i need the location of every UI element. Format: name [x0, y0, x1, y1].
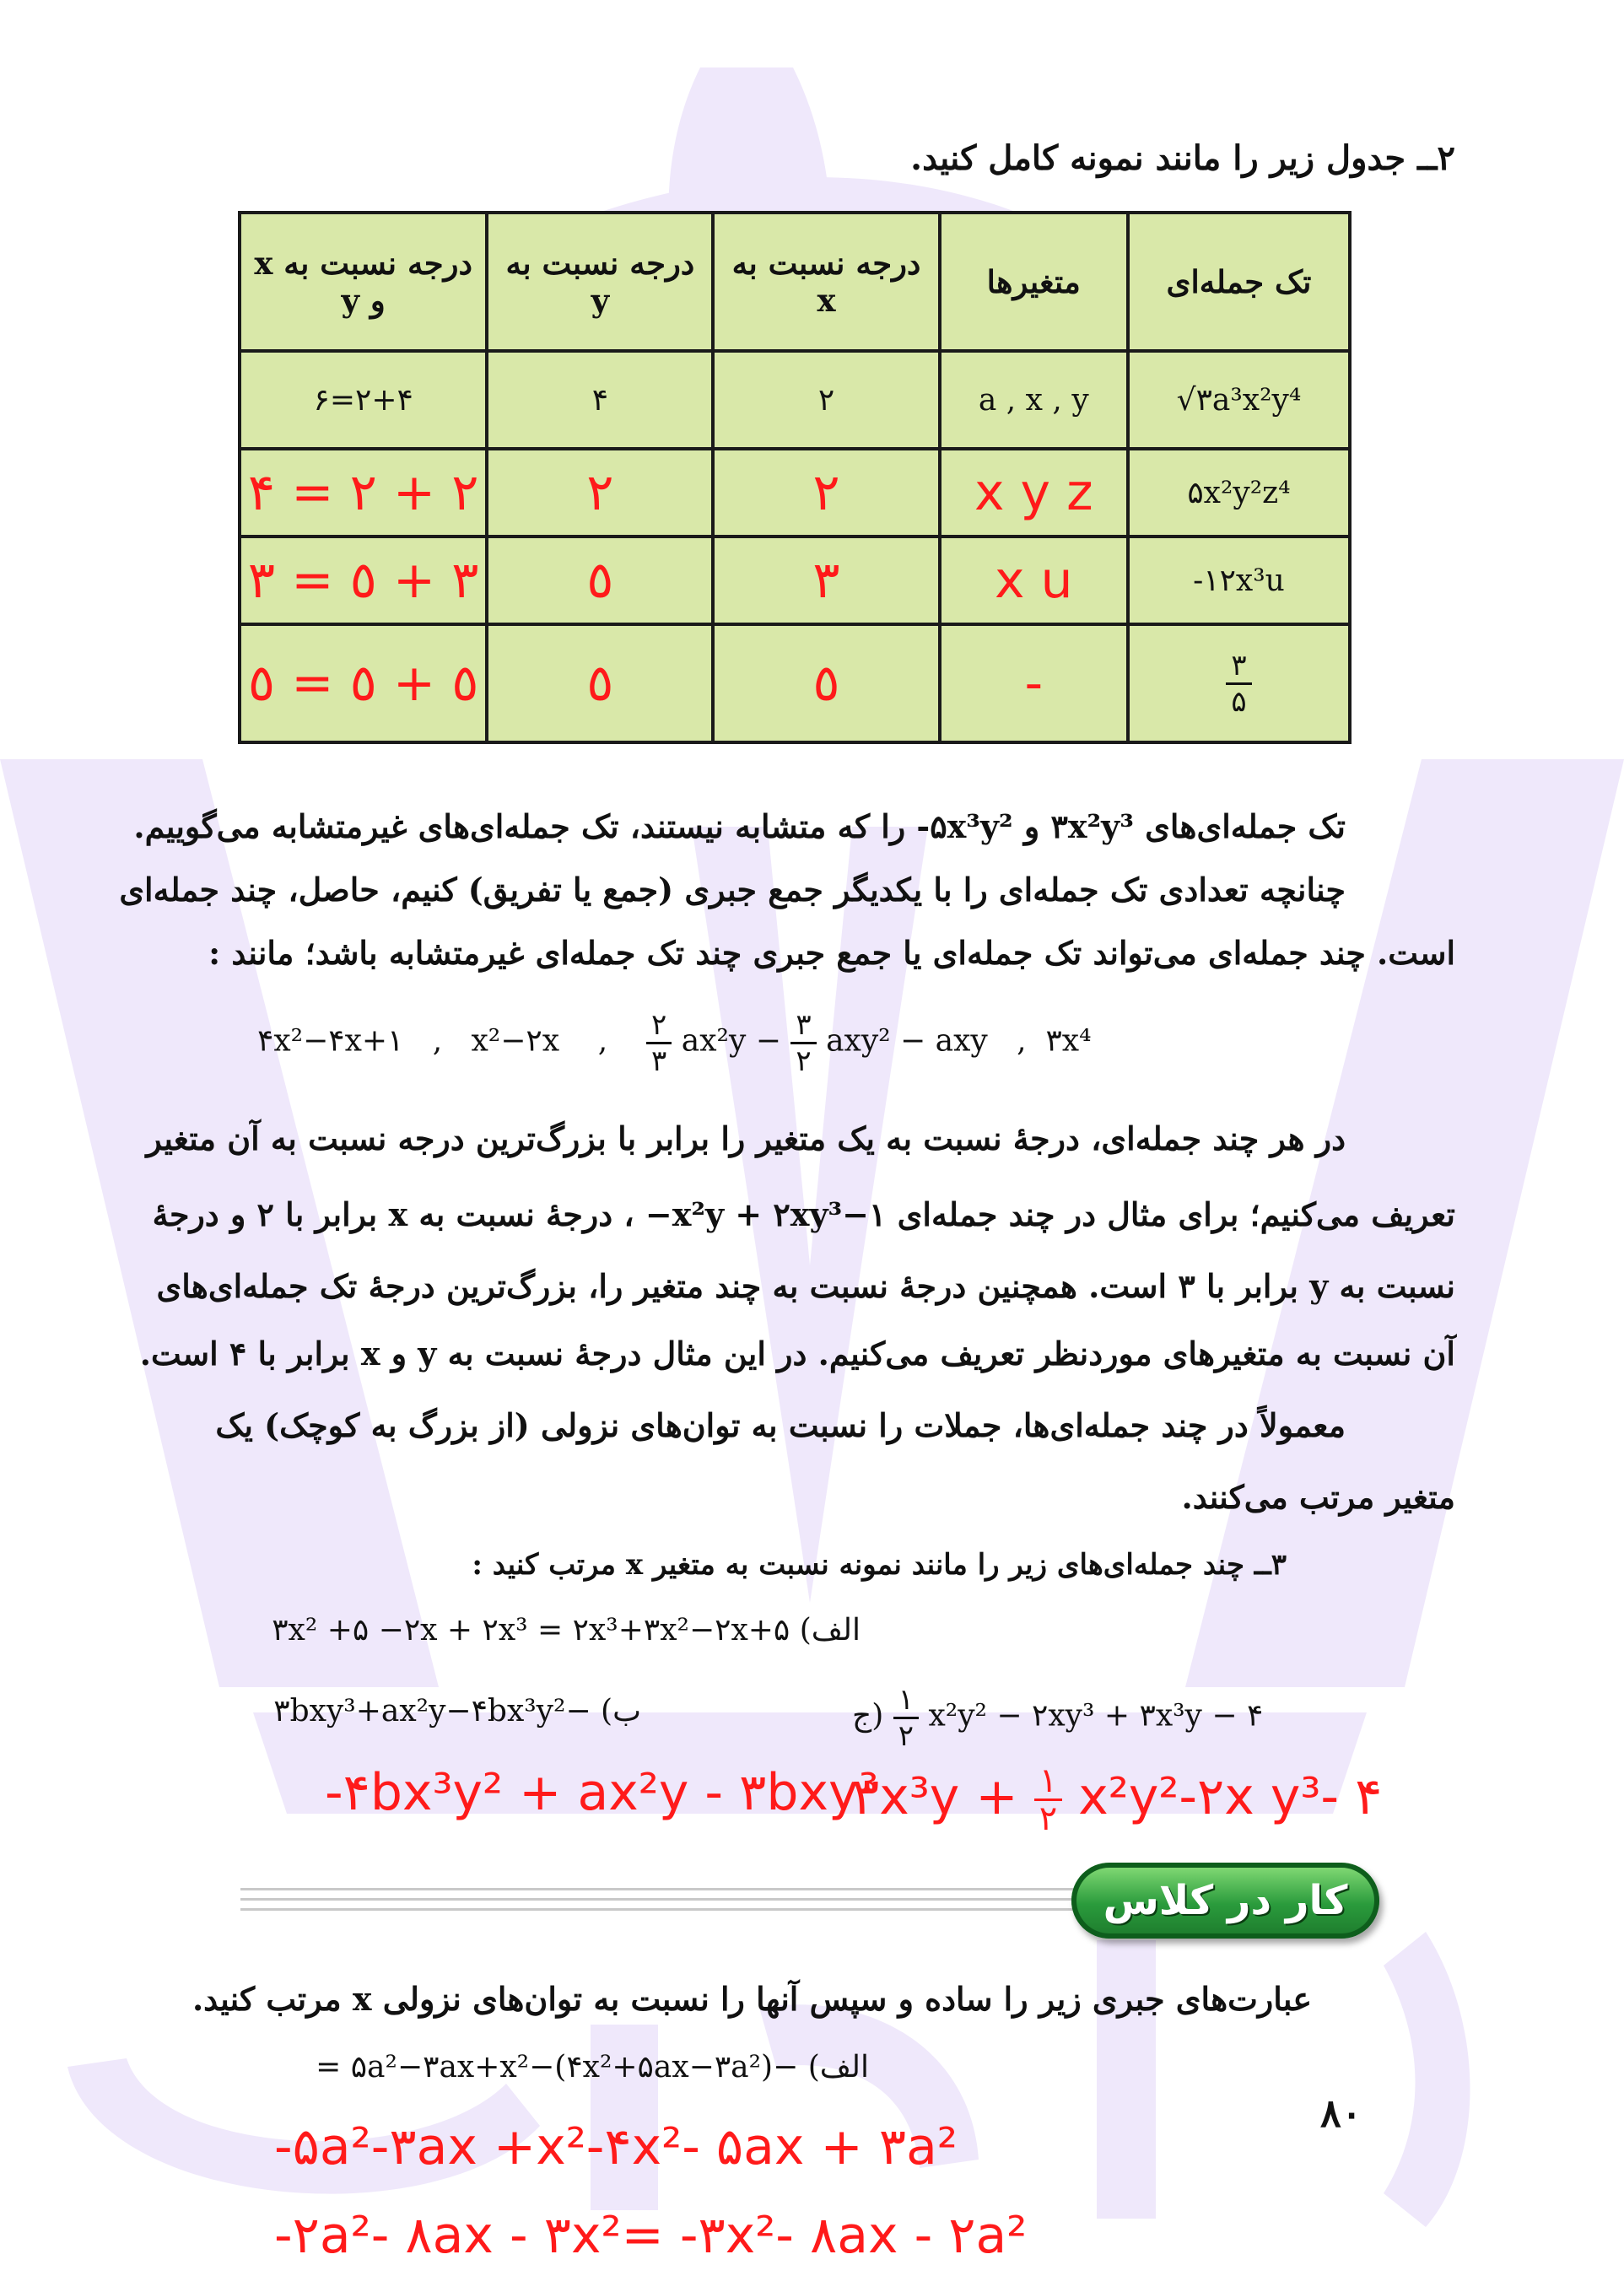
- section-divider: [240, 1908, 1076, 1911]
- cell-monomial: ۵x²y²z⁴: [1128, 449, 1350, 537]
- cell-monomial: [1128, 624, 1350, 742]
- question-3-part-a: الف) ۳x² +۵ −۲x + ۲x³ = ۲x³+۳x²−۲x+۵: [272, 1613, 861, 1648]
- fraction: $\frac{۳}{۵}$: [1226, 649, 1251, 719]
- cell-degree-x: [713, 624, 939, 742]
- paragraph-line: نسبت به y برابر با ۳ است. همچنین درجهٔ نسبت به چند متغیر را، بزرگ‌ترین درجهٔ تک جمله‌ای‌های: [156, 1267, 1455, 1305]
- cell-variables: a , x , y: [940, 351, 1128, 449]
- handwritten-answer: ۳ + ٥ = ۳: [247, 551, 479, 610]
- paragraph-line: آن نسبت به متغیرهای موردنظر تعریف می‌کنیم. در این مثال درجهٔ نسبت به y و x برابر با ۴ است.: [139, 1335, 1455, 1373]
- handwritten-answer-classwork-1: -۵a²-۳ax +x²-۴x²- ۵ax + ۳a²: [274, 2117, 958, 2176]
- handwritten-answer: ۲ + ۲ = ۴: [247, 463, 479, 522]
- cell-degree-y: ۴: [487, 351, 713, 449]
- paragraph-line: چنانچه تعدادی تک جمله‌ای را با یکدیگر جمع جبری (جمع یا تفریق) کنیم، حاصل، چند جمله‌ای: [119, 871, 1346, 909]
- cell-degree-x: [713, 449, 939, 537]
- section-divider: [240, 1898, 1076, 1901]
- fraction: $\frac{۳}{۲}$: [790, 1008, 816, 1078]
- header-degree-xy: درجه نسبت به x و y: [240, 213, 487, 351]
- polynomial-examples: ۴x²−۴x+۱ , x²−۲x , $\frac{۲}{۳}$ ax²y − $\frac{۳}{۲}$ axy² − axy , ۳x⁴: [257, 1008, 1092, 1078]
- example-4: ۳x⁴: [1045, 1023, 1092, 1059]
- cell-degree-y: [487, 624, 713, 742]
- question-3-title: ۳ــ چند جمله‌ای‌های زیر را مانند نمونه نسبت به متغیر x مرتب کنید :: [472, 1548, 1287, 1582]
- table-row: [240, 624, 1350, 742]
- cell-degree-x: [713, 537, 939, 624]
- handwritten-answer-b: -۴bx³y² + ax²y - ۳bxy³: [325, 1763, 879, 1822]
- handwritten-answer-classwork-2: -۲a²- ۸ax - ۳x²= -۳x²- ۸ax - ۲a²: [274, 2206, 1028, 2265]
- handwritten-answer: x u: [994, 551, 1073, 610]
- classwork-badge: کار در کلاس: [1071, 1863, 1379, 1939]
- cell-degree-xy: ۲+۴=۶: [240, 351, 487, 449]
- example-3-mid: ax²y −: [681, 1023, 781, 1059]
- handwritten-answer: ٥ + ٥ = ٥: [247, 654, 479, 713]
- handwritten-answer: ۲: [812, 463, 840, 522]
- table-row: [240, 351, 1350, 449]
- question-2-title: ۲ــ جدول زیر را مانند نمونه کامل کنید.: [910, 138, 1455, 178]
- cell-degree-y: [487, 449, 713, 537]
- handwritten-answer: ٥: [586, 551, 614, 610]
- cell-monomial: √۳a³x²y⁴: [1128, 351, 1350, 449]
- cell-variables: [940, 449, 1128, 537]
- paragraph-line: متغیر مرتب می‌کنند.: [1181, 1478, 1455, 1516]
- paragraph-line: تعریف می‌کنیم؛ برای مثال در چند جمله‌ای ۱−x²y + ۲xy³− ، درجهٔ نسبت به x برابر با ۲ و درجهٔ: [152, 1195, 1455, 1233]
- cell-variables: [940, 624, 1128, 742]
- paragraph-line: در هر چند جمله‌ای، درجهٔ نسبت به یک متغیر را برابر با بزرگ‌ترین درجه نسبت به آن متغیر: [146, 1119, 1346, 1157]
- paragraph-line: معمولاً در چند جمله‌ای‌ها، جملات را نسبت به توان‌های نزولی (از بزرگ به کوچک) یک: [215, 1406, 1346, 1444]
- section-divider: [240, 1888, 1076, 1890]
- page-number: ۸٠: [1320, 2090, 1362, 2136]
- question-3-part-b: ب) −۳bxy³+ax²y−۴bx³y²: [273, 1694, 641, 1728]
- table-header-row: [240, 213, 1350, 351]
- header-variables: متغیرها: [940, 213, 1128, 351]
- handwritten-answer: x y z: [974, 463, 1093, 522]
- monomial-degree-table: [238, 211, 1352, 744]
- classwork-instruction: عبارت‌های جبری زیر را ساده و سپس آنها را نسبت به توان‌های نزولی x مرتب کنید.: [192, 1980, 1312, 2018]
- cell-degree-xy: [240, 537, 487, 624]
- cell-degree-x: ۲: [713, 351, 939, 449]
- fraction: $\frac{۲}{۳}$: [646, 1008, 672, 1078]
- header-degree-x: درجه نسبت به x: [713, 213, 939, 351]
- cell-degree-xy: [240, 624, 487, 742]
- handwritten-answer: ٥: [586, 654, 614, 713]
- handwritten-answer-j: ۳x³y + $\frac{۱}{۲}$ x²y²-۲x y³- ۴: [852, 1761, 1383, 1838]
- handwritten-answer: ۲: [586, 463, 614, 522]
- header-degree-y: درجه نسبت به y: [487, 213, 713, 351]
- classwork-part-a: الف) −۵a²−۳ax+x²−(۴x²+۵ax−۳a²) =: [316, 2050, 869, 2084]
- cell-degree-y: [487, 537, 713, 624]
- cell-degree-xy: [240, 449, 487, 537]
- handwritten-answer: ۳: [812, 551, 840, 610]
- example-2: x²−۲x: [471, 1023, 560, 1059]
- handwritten-answer: -: [1024, 654, 1044, 713]
- table-row: [240, 537, 1350, 624]
- question-3-part-j: ج) $\frac{۱}{۲}$ x²y² − ۲xy³ + ۳x³y − ۴: [852, 1683, 1264, 1753]
- paragraph-line: است. چند جمله‌ای می‌تواند تک جمله‌ای یا جمع جبری چند تک جمله‌ای غیرمتشابه باشد؛ مانند :: [208, 934, 1455, 972]
- paragraph-line: تک جمله‌ای‌های ۳x²y³ و ۵x³y²- را که متشابه نیستند، تک جمله‌ای‌های غیرمتشابه می‌گوییم.: [133, 807, 1346, 845]
- cell-monomial: -۱۲x³u: [1128, 537, 1350, 624]
- fraction: $\frac{۱}{۲}$: [893, 1683, 919, 1753]
- cell-variables: [940, 537, 1128, 624]
- example-3-end: axy² − axy: [826, 1023, 988, 1059]
- table-row: [240, 449, 1350, 537]
- handwritten-answer: ٥: [812, 654, 840, 713]
- example-1: ۴x²−۴x+۱: [257, 1023, 404, 1059]
- header-monomial: تک جمله‌ای: [1128, 213, 1350, 351]
